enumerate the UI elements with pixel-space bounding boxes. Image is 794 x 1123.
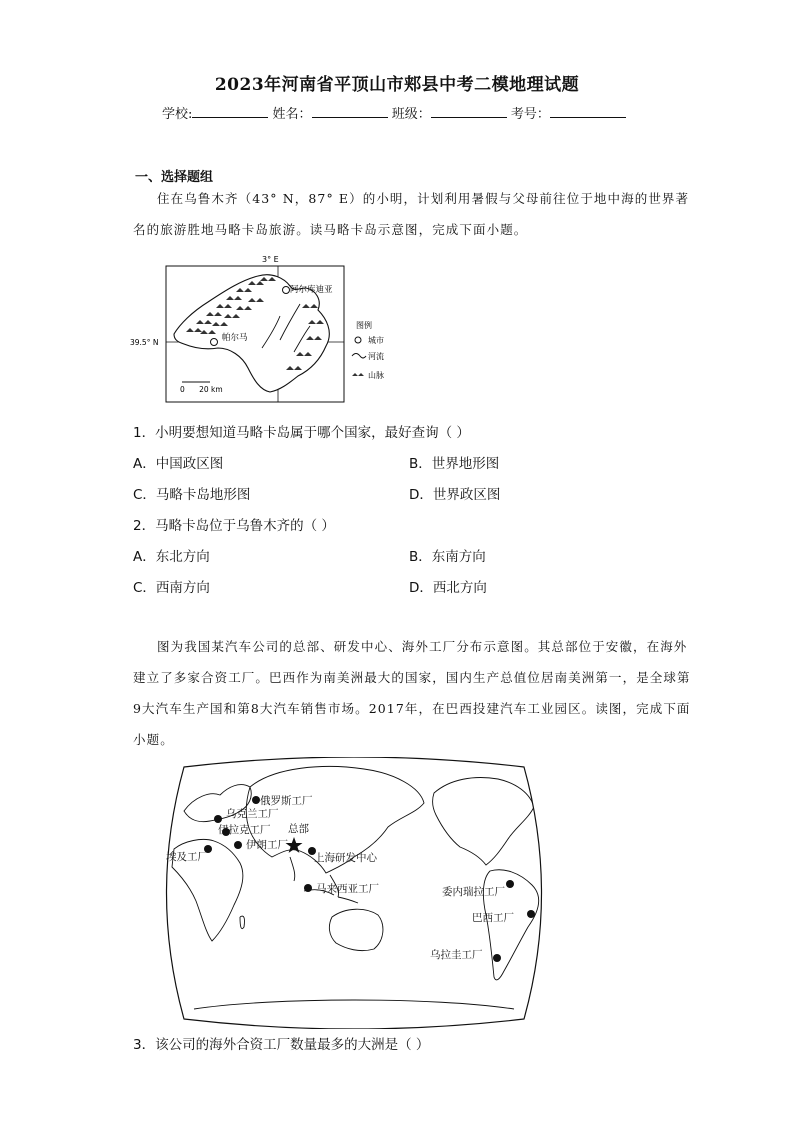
brazil-factory-label: 巴西工厂 (472, 912, 514, 924)
headquarters-label: 总部 (288, 823, 309, 835)
question-1-stem: 1．小明要想知道马略卡岛属于哪个国家，最好查询（ ） (133, 425, 470, 441)
intro-paragraph-2: 图为我国某汽车公司的总部、研发中心、海外工厂分布示意图。其总部位于安徽，在海外建立了多家合资工厂。巴西作为南美洲最大的国家，国内生产总值位居南美洲第一，是全球第9大汽车生产国和第8大汽车销售市场。2017年，在巴西投建汽车工业园区。读图，完成下面小题。 (133, 639, 691, 747)
city-alcudia-label: 阿尔库迪亚 (290, 285, 333, 295)
q2-option-c[interactable]: C．西南方向 (133, 580, 210, 596)
russia-factory-dot (252, 796, 260, 804)
russia-factory-label: 俄罗斯工厂 (260, 795, 313, 807)
q1-option-a[interactable]: A．中国政区图 (133, 456, 224, 472)
iran-factory-label: 伊朗工厂 (246, 839, 288, 851)
scale-label: 0 20 km (180, 385, 223, 394)
q1-option-c[interactable]: C．马略卡岛地形图 (133, 487, 251, 503)
uruguay-factory-dot (493, 954, 501, 962)
egypt-factory-label: 埃及工厂 (166, 851, 208, 863)
legend-river-label: 河流 (368, 352, 384, 361)
city-alcudia-dot (283, 287, 290, 294)
iran-factory-dot (234, 841, 242, 849)
page-title: 2023年河南省平顶山市郏县中考二模地理试题 (214, 75, 580, 95)
legend-city-symbol (355, 337, 361, 343)
q1-option-b[interactable]: B．世界地形图 (409, 456, 500, 472)
shanghai-rd-label: 上海研发中心 (314, 852, 377, 864)
world-map (154, 757, 554, 1029)
uruguay-factory-label: 乌拉圭工厂 (430, 949, 483, 961)
legend-city-label: 城市 (368, 336, 384, 345)
ukraine-factory-label: 乌克兰工厂 (226, 808, 279, 820)
question-2-stem: 2．马略卡岛位于乌鲁木齐的（ ） (133, 518, 335, 534)
intro-paragraph-1: 住在乌鲁木齐（43° N，87° E）的小明，计划利用暑假与父母前往位于地中海的世界著名的旅游胜地马略卡岛旅游。读马略卡岛示意图，完成下面小题。 (133, 191, 690, 237)
school-label: 学校: (162, 107, 193, 122)
section-heading: 一、选择题组 (135, 170, 214, 185)
mallorca-map (130, 252, 410, 407)
q2-option-b[interactable]: B．东南方向 (409, 549, 486, 565)
question-3-stem: 3．该公司的海外合资工厂数量最多的大洲是（ ） (133, 1037, 430, 1053)
class-label: 班级： (391, 107, 431, 122)
malaysia-factory-label: 马来西亚工厂 (316, 883, 379, 895)
iraq-factory-label: 伊拉克工厂 (218, 824, 271, 836)
school-blank (192, 104, 268, 118)
latitude-label: 39.5° N (130, 338, 159, 347)
class-blank (431, 104, 507, 118)
q1-option-d[interactable]: D．世界政区图 (409, 487, 501, 503)
legend-mountain-symbol (352, 373, 364, 376)
legend-title: 图例 (356, 321, 372, 330)
name-label: 姓名： (272, 107, 312, 122)
student-info-line (162, 103, 626, 122)
name-blank (312, 104, 388, 118)
q2-option-d[interactable]: D．西北方向 (409, 580, 487, 596)
legend-river-symbol (352, 354, 366, 359)
city-palma-label: 帕尔马 (222, 333, 248, 343)
malaysia-factory-dot (304, 884, 312, 892)
exam-no-blank (550, 104, 626, 118)
longitude-label: 3° E (262, 255, 279, 264)
exam-no-label: 考号： (510, 107, 550, 122)
venezuela-factory-label: 委内瑞拉工厂 (442, 886, 505, 898)
ukraine-factory-dot (214, 815, 222, 823)
legend-mountain-label: 山脉 (368, 371, 384, 380)
venezuela-factory-dot (506, 880, 514, 888)
brazil-factory-dot (527, 910, 535, 918)
q2-option-a[interactable]: A．东北方向 (133, 549, 210, 565)
city-palma-dot (211, 339, 218, 346)
